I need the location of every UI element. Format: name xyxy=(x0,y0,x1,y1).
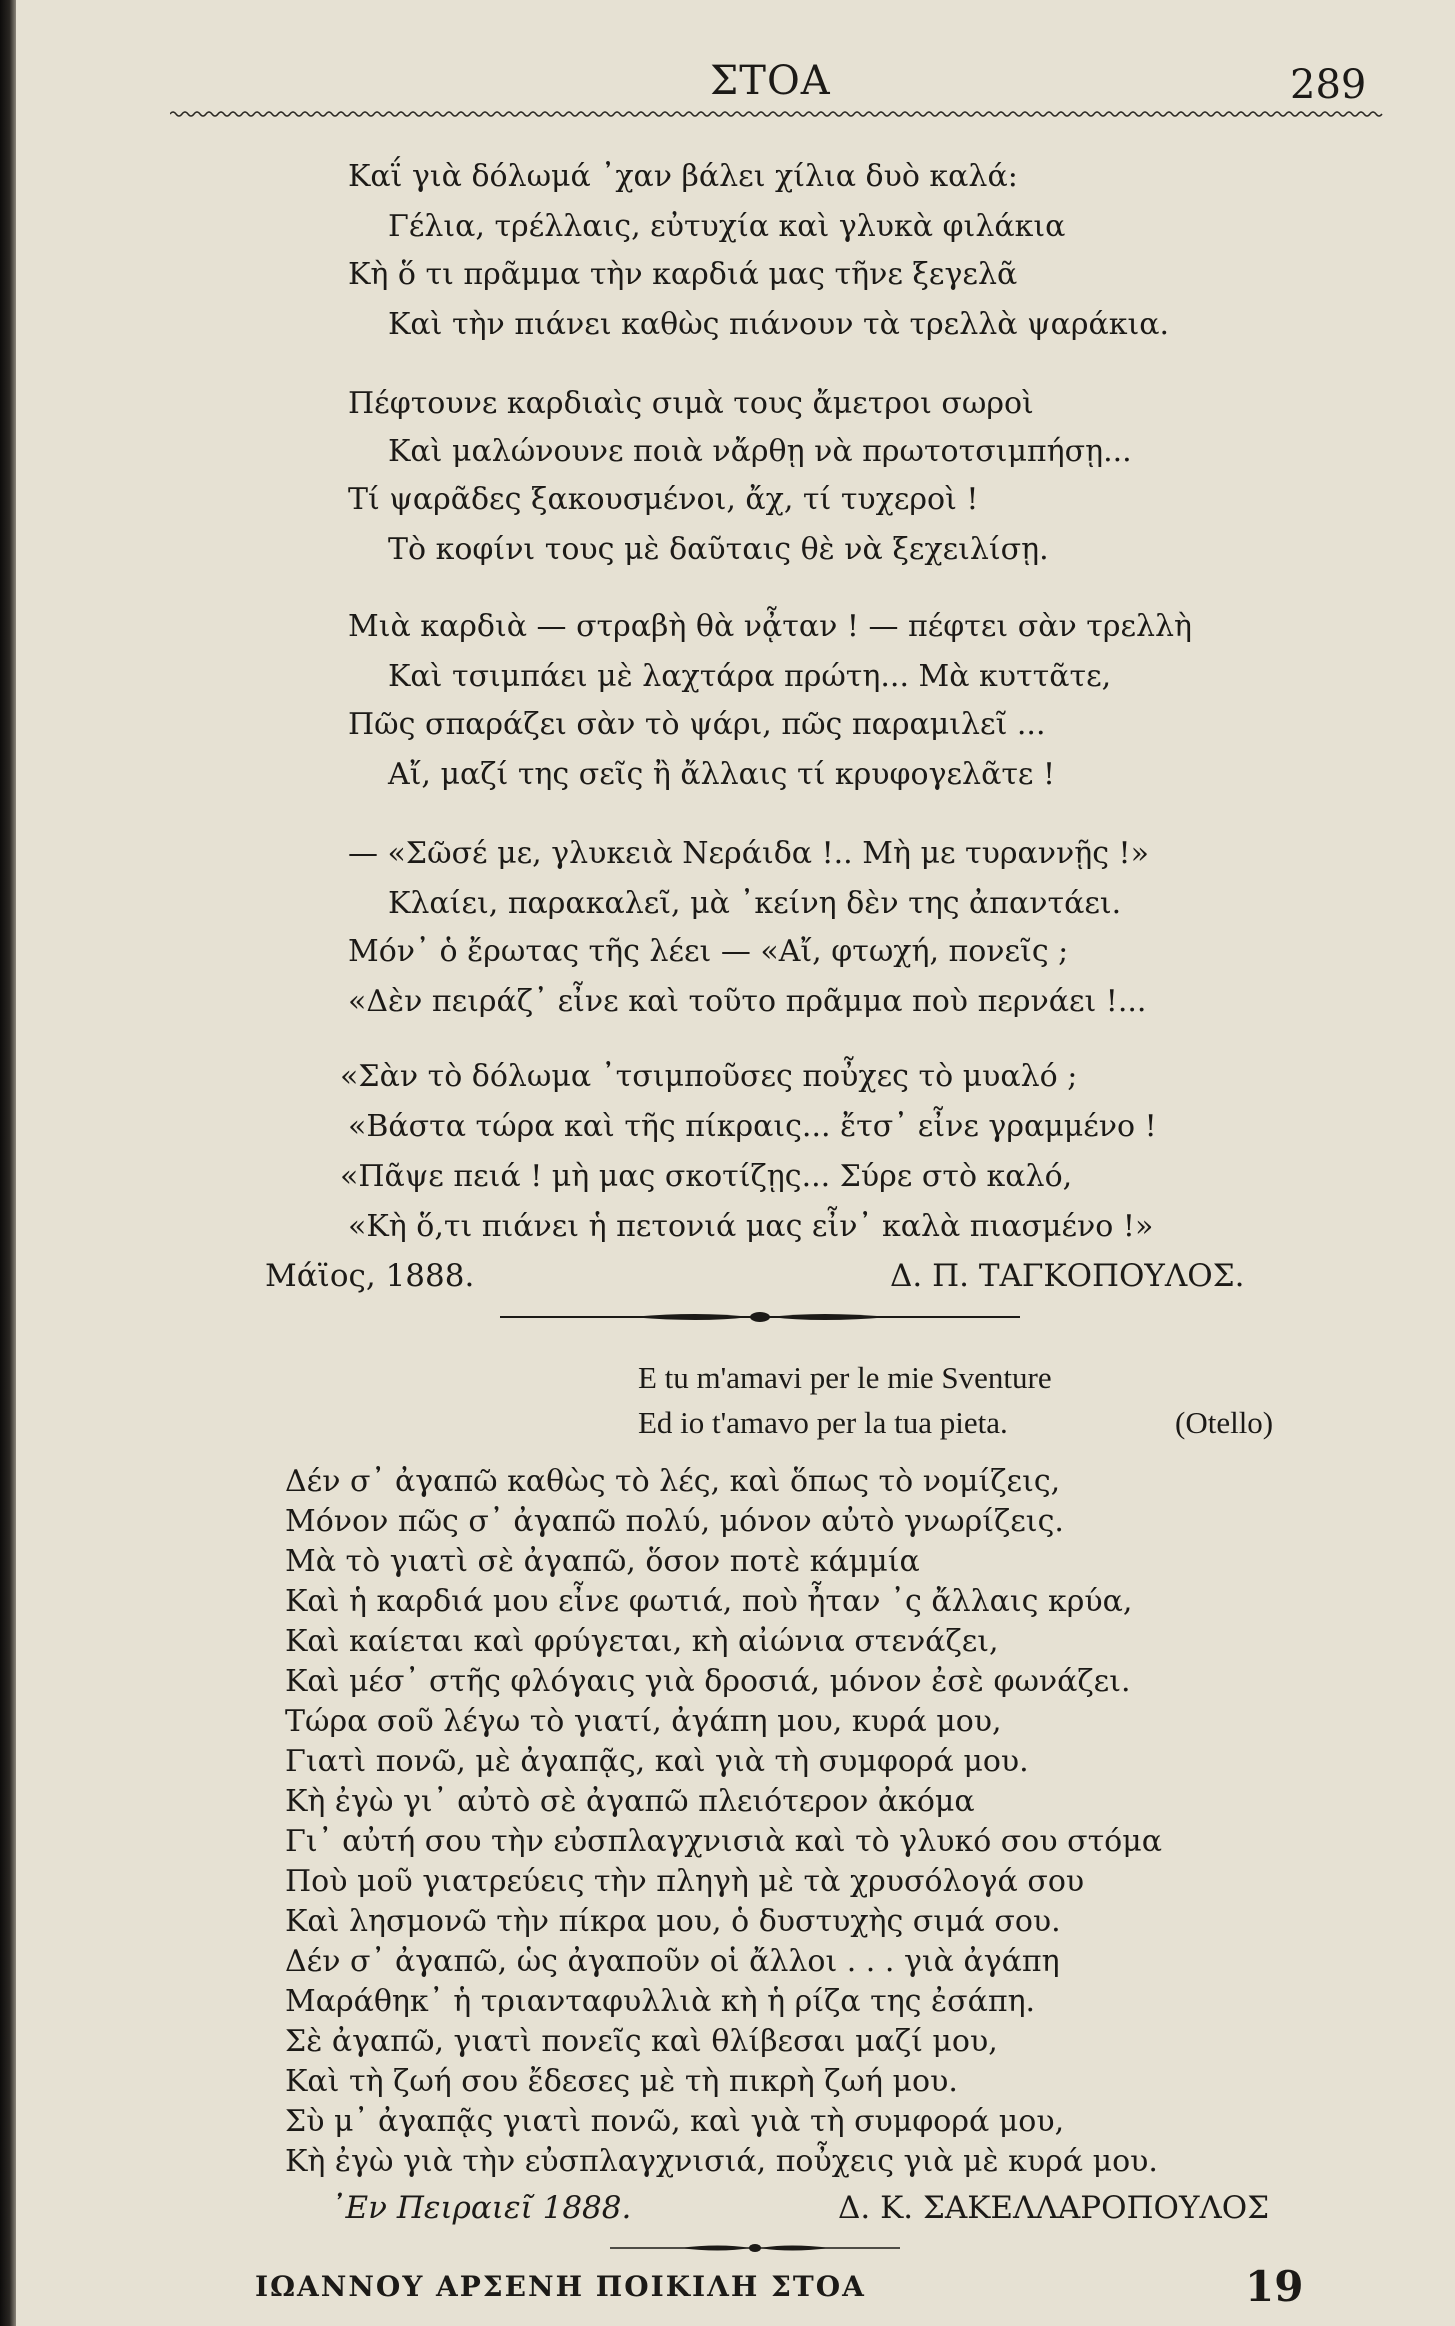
poem-author: Δ. Π. ΤΑΓΚΟΠΟΥΛΟΣ. xyxy=(890,1258,1245,1294)
poem-line: — «Σῶσέ με, γλυκειὰ Νεράιδα !.. Μὴ με τυραννῇς !» xyxy=(348,836,1149,871)
page-number: 289 xyxy=(1290,62,1367,108)
poem-line: Γιατὶ πονῶ, μὲ ἀγαπᾷς, καὶ γιὰ τὴ συμφορά μου. xyxy=(285,1744,1029,1779)
poem-author: Δ. Κ. ΣΑΚΕΛΛΑΡΟΠΟΥΛΟΣ xyxy=(838,2190,1270,2226)
poem-line: «Δὲν πειράζ᾿ εἶνε καὶ τοῦτο πρᾶμμα ποὺ περνάει !... xyxy=(348,984,1147,1019)
poem-line: Τὸ κοφίνι τους μὲ δαῦταις θὲ νὰ ξεχειλίσῃ. xyxy=(388,532,1049,567)
footer-signature-mark: 19 xyxy=(1245,2262,1304,2311)
poem-line: Τί ψαρᾶδες ξακουσμένοι, ἄχ, τί τυχεροὶ ! xyxy=(348,482,979,517)
poem-line: Μόν᾿ ὁ ἔρωτας τῆς λέει — «Αἴ, φτωχή, πονεῖς ; xyxy=(348,934,1069,969)
poem-line: Μιὰ καρδιὰ — στραβὴ θὰ νᾆταν ! — πέφτει σὰν τρελλὴ xyxy=(348,609,1192,644)
poem-line: Πῶς σπαράζει σὰν τὸ ψάρι, πῶς παραμιλεῖ ... xyxy=(348,707,1046,742)
ornamental-divider xyxy=(500,1310,1020,1324)
poem-place-date: ᾿Εν Πειραιεῖ 1888. xyxy=(330,2190,632,2226)
footer-publication-title: ΙΩΑΝΝΟΥ ΑΡΣΕΝΗ ΠΟΙΚΙΛΗ ΣΤΟΑ xyxy=(255,2270,866,2303)
poem-line: «Κὴ ὅ,τι πιάνει ἡ πετονιά μας εἶν᾿ καλὰ πιασμένο !» xyxy=(348,1209,1154,1244)
poem-line: «Σὰν τὸ δόλωμα ᾿τσιμποῦσες ποὖχες τὸ μυαλό ; xyxy=(340,1059,1078,1094)
poem-line: Σὲ ἀγαπῶ, γιατὶ πονεῖς καὶ θλίβεσαι μαζί μου, xyxy=(285,2024,998,2059)
poem-line: Σὺ μ᾿ ἀγαπᾷς γιατὶ πονῶ, καὶ γιὰ τὴ συμφορά μου, xyxy=(285,2104,1065,2139)
poem-line: Κλαίει, παρακαλεῖ, μὰ ᾿κείνη δὲν της ἀπαντάει. xyxy=(388,886,1122,921)
poem-line: Μὰ τὸ γιατὶ σὲ ἀγαπῶ, ὅσον ποτὲ κάμμία xyxy=(285,1544,920,1579)
poem-line: Καὶ ἡ καρδιά μου εἶνε φωτιά, ποὺ ἦταν ᾿ς ἄλλαις κρύα, xyxy=(285,1584,1133,1619)
poem-line: Κὴ ὅ τι πρᾶμμα τὴν καρδιά μας τῆνε ξεγελᾶ xyxy=(348,257,1018,292)
epigraph-attribution: (Otello) xyxy=(1175,1405,1274,1440)
poem-date: Μάϊος, 1888. xyxy=(265,1258,475,1294)
running-header-title: ΣΤΟΑ xyxy=(710,58,831,104)
epigraph-line: Ed io t'amavo per la tua pieta. xyxy=(638,1405,1008,1440)
poem-line: «Πᾶψε πειά ! μὴ μας σκοτίζῃς... Σύρε στὸ καλό, xyxy=(340,1159,1073,1194)
poem-line: Καὶ μέσ᾿ στῆς φλόγαις γιὰ δροσιά, μόνον ἐσὲ φωνάζει. xyxy=(285,1664,1131,1699)
poem-line: Καὶ καίεται καὶ φρύγεται, κὴ αἰώνια στενάζει, xyxy=(285,1624,999,1659)
poem-line: Ποὺ μοῦ γιατρεύεις τὴν πληγὴ μὲ τὰ χρυσόλογά σου xyxy=(285,1864,1085,1899)
poem-line: Πέφτουνε καρδιαὶς σιμὰ τους ἄμετροι σωροὶ xyxy=(348,386,1034,421)
ornamental-divider xyxy=(610,2242,900,2254)
header-wavy-rule xyxy=(170,110,1385,118)
poem-line: Καὶ λησμονῶ τὴν πίκρα μου, ὁ δυστυχὴς σιμά σου. xyxy=(285,1904,1061,1939)
poem-line: «Βάστα τώρα καὶ τῆς πίκραις... ἔτσ᾿ εἶνε γραμμένο ! xyxy=(348,1109,1157,1144)
poem-line: Αἴ, μαζί της σεῖς ἢ ἄλλαις τί κρυφογελᾶτε ! xyxy=(388,757,1056,792)
poem-line: Καὶ μαλώνουνε ποιὰ νἄρθῃ νὰ πρωτοτσιμπήσῃ... xyxy=(388,434,1132,469)
poem-line: Καὶ τὴν πιάνει καθὼς πιάνουν τὰ τρελλὰ ψαράκια. xyxy=(388,307,1170,342)
poem-line: Καὶ τσιμπάει μὲ λαχτάρα πρώτη... Μὰ κυττᾶτε, xyxy=(388,659,1112,694)
poem-line: Κὴ ἐγὼ γιὰ τὴν εὐσπλαγχνισιά, ποὖχεις γιὰ μὲ κυρά μου. xyxy=(285,2144,1158,2179)
poem-line: Κὴ ἐγὼ γι᾿ αὐτὸ σὲ ἀγαπῶ πλειότερον ἀκόμα xyxy=(285,1784,975,1819)
poem-line: Τώρα σοῦ λέγω τὸ γιατί, ἀγάπη μου, κυρά μου, xyxy=(285,1704,1002,1739)
poem-line: Καὶ τὴ ζωή σου ἔδεσες μὲ τὴ πικρὴ ζωή μου. xyxy=(285,2064,958,2099)
poem-line: Μόνον πῶς σ᾿ ἀγαπῶ πολύ, μόνον αὐτὸ γνωρίζεις. xyxy=(285,1504,1064,1539)
poem-line: Καΐ γιὰ δόλωμά ᾿χαν βάλει χίλια δυὸ καλά: xyxy=(348,159,1018,194)
epigraph-line: E tu m'amavi per le mie Sventure xyxy=(638,1360,1052,1395)
poem-line: Γέλια, τρέλλαις, εὐτυχία καὶ γλυκὰ φιλάκια xyxy=(388,209,1066,244)
poem-line: Γι᾿ αὐτή σου τὴν εὐσπλαγχνισιὰ καὶ τὸ γλυκό σου στόμα xyxy=(285,1824,1163,1859)
poem-line: Δέν σ᾿ ἀγαπῶ, ὡς ἀγαποῦν οἱ ἄλλοι . . . γιὰ ἀγάπη xyxy=(285,1944,1060,1979)
poem-line: Μαράθηκ᾿ ἡ τριανταφυλλιὰ κὴ ἡ ρίζα της ἐσάπη. xyxy=(285,1984,1036,2019)
poem-line: Δέν σ᾿ ἀγαπῶ καθὼς τὸ λές, καὶ ὅπως τὸ νομίζεις, xyxy=(285,1464,1061,1499)
